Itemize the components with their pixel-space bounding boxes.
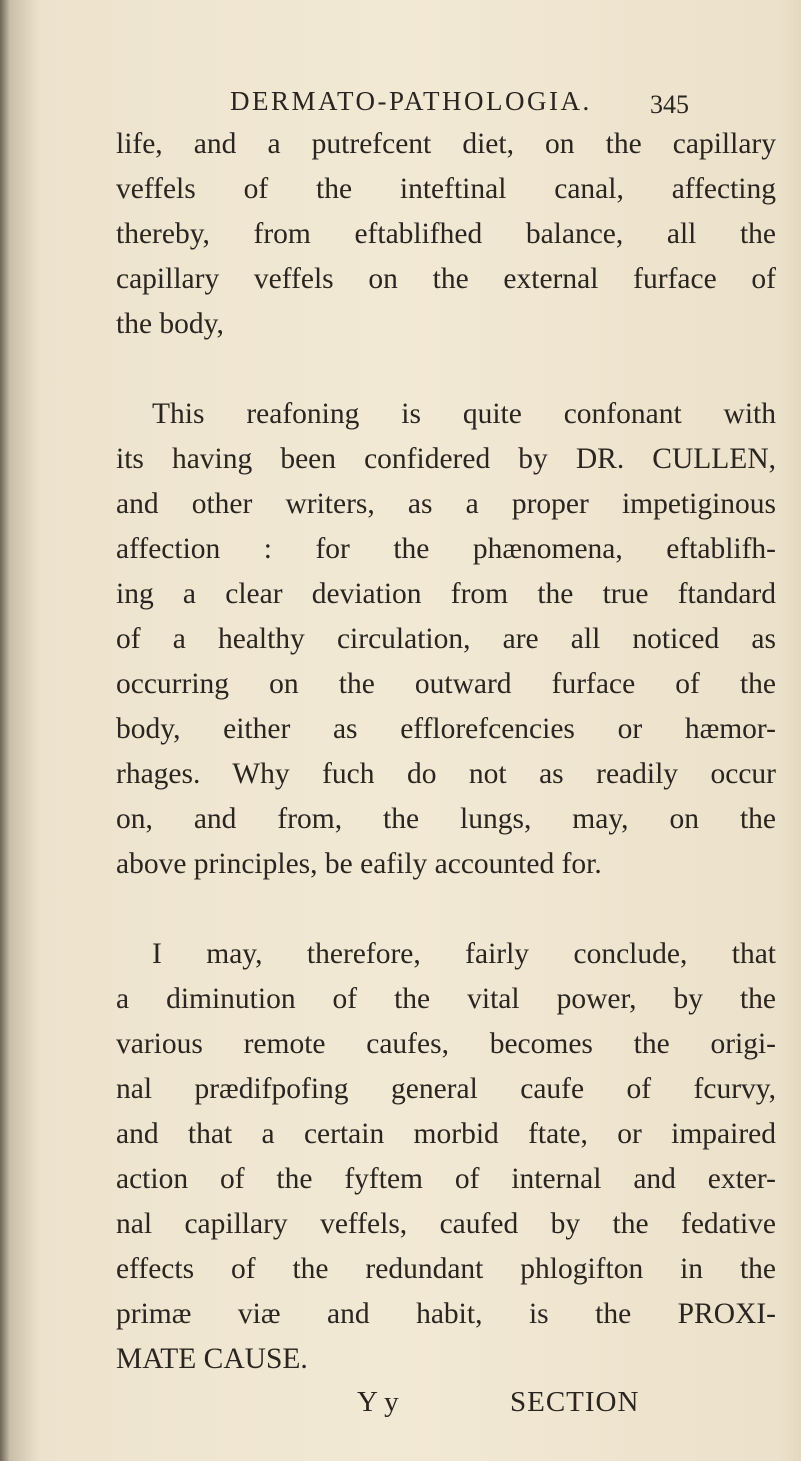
text-line: body, either as efflorefcencies or hæmor- (116, 713, 776, 745)
text-line: nal prædifpofing general caufe of fcurvy, (116, 1073, 776, 1105)
text-line: various remote caufes, becomes the origi- (116, 1028, 776, 1060)
text-line: affection : for the phænomena, eftablifh- (116, 533, 776, 565)
text-line: rhages. Why fuch do not as readily occur (116, 758, 776, 790)
text-line: I may, therefore, fairly conclude, that (152, 938, 776, 970)
body-text (116, 122, 776, 1382)
text-line: occurring on the outward furface of the (116, 668, 776, 700)
text-line: its having been confidered by DR. CULLEN, (116, 443, 776, 475)
paragraph-gap (116, 887, 776, 932)
text-line: primæ viæ and habit, is the PROXI- (116, 1298, 776, 1330)
text-line: and that a certain morbid ftate, or impaired (116, 1118, 776, 1150)
running-title: DERMATO-PATHOLOGIA. (230, 86, 592, 116)
page-footer (0, 1386, 801, 1426)
paragraph-gap (116, 347, 776, 392)
text-line: ing a clear deviation from the true ftandard (116, 578, 776, 610)
catchword: SECTION (510, 1386, 640, 1418)
text-line: of a healthy circulation, are all noticed as (116, 623, 776, 655)
text-line: This reafoning is quite confonant with (152, 398, 776, 430)
signature-mark: Y y (357, 1386, 399, 1418)
text-line: the body, (116, 308, 224, 340)
page-header (230, 86, 790, 126)
text-line: thereby, from eftablifhed balance, all the (116, 218, 776, 250)
text-line: capillary veffels on the external furface of (116, 263, 776, 295)
text-line: effects of the redundant phlogifton in the (116, 1253, 776, 1285)
text-line: MATE CAUSE. (116, 1343, 308, 1375)
text-line: on, and from, the lungs, may, on the (116, 803, 776, 835)
text-line: life, and a putrefcent diet, on the capillary (116, 128, 776, 160)
page-number: 345 (650, 90, 689, 119)
text-line: nal capillary veffels, caufed by the fedative (116, 1208, 776, 1240)
text-line: a diminution of the vital power, by the (116, 983, 776, 1015)
text-line: veffels of the inteftinal canal, affecting (116, 173, 776, 205)
text-line: and other writers, as a proper impetiginous (116, 488, 776, 520)
text-line: action of the fyftem of internal and exter- (116, 1163, 776, 1195)
text-line: above principles, be eafily accounted for. (116, 848, 602, 880)
